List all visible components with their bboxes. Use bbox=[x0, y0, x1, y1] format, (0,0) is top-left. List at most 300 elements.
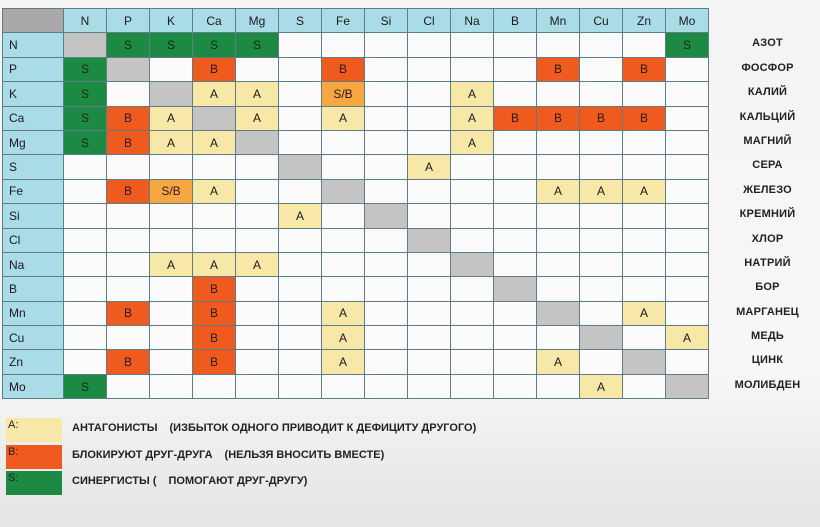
cell-s-mn bbox=[537, 155, 580, 179]
cell-n-cl bbox=[408, 33, 451, 57]
cell-si-mg bbox=[236, 204, 279, 228]
element-name-na: НАТРИЙ bbox=[744, 256, 791, 269]
table-row bbox=[3, 301, 709, 325]
cell-k-na: A bbox=[451, 82, 494, 106]
column-header-mo: Mo bbox=[666, 9, 709, 33]
cell-si-n bbox=[64, 204, 107, 228]
matrix-body bbox=[3, 33, 709, 399]
cell-ca-mo bbox=[666, 106, 709, 130]
cell-fe-zn: A bbox=[623, 179, 666, 203]
row-header-p: P bbox=[3, 57, 64, 81]
cell-fe-mo bbox=[666, 179, 709, 203]
legend-note-s: ПОМОГАЮТ ДРУГ-ДРУГУ) bbox=[168, 475, 308, 487]
cell-ca-cu: B bbox=[580, 106, 623, 130]
legend-note-b: (НЕЛЬЗЯ ВНОСИТЬ ВМЕСТЕ) bbox=[224, 449, 385, 461]
cell-b-cl bbox=[408, 277, 451, 301]
row-header-n: N bbox=[3, 33, 64, 57]
cell-mg-b bbox=[494, 130, 537, 154]
row-header-ca: Ca bbox=[3, 106, 64, 130]
cell-ca-p: B bbox=[107, 106, 150, 130]
cell-n-si bbox=[365, 33, 408, 57]
cell-k-cu bbox=[580, 82, 623, 106]
row-header-mg: Mg bbox=[3, 130, 64, 154]
cell-fe-si bbox=[365, 179, 408, 203]
cell-mn-s bbox=[279, 301, 322, 325]
cell-cl-cu bbox=[580, 228, 623, 252]
cell-fe-cu: A bbox=[580, 179, 623, 203]
cell-cl-b bbox=[494, 228, 537, 252]
cell-si-b bbox=[494, 204, 537, 228]
cell-cu-s bbox=[279, 326, 322, 350]
cell-mo-mo bbox=[666, 374, 709, 398]
cell-b-mo bbox=[666, 277, 709, 301]
column-header-cu: Cu bbox=[580, 9, 623, 33]
cell-b-si bbox=[365, 277, 408, 301]
cell-n-n bbox=[64, 33, 107, 57]
cell-mo-b bbox=[494, 374, 537, 398]
column-header-row bbox=[3, 9, 709, 33]
cell-mn-k bbox=[150, 301, 193, 325]
cell-fe-n bbox=[64, 179, 107, 203]
cell-k-ca: A bbox=[193, 82, 236, 106]
cell-mn-cu bbox=[580, 301, 623, 325]
cell-fe-na bbox=[451, 179, 494, 203]
cell-b-mg bbox=[236, 277, 279, 301]
matrix-corner bbox=[3, 9, 64, 33]
cell-zn-cu bbox=[580, 350, 623, 374]
cell-na-ca: A bbox=[193, 252, 236, 276]
cell-b-p bbox=[107, 277, 150, 301]
element-names-column bbox=[715, 31, 820, 397]
cell-cl-na bbox=[451, 228, 494, 252]
cell-na-zn bbox=[623, 252, 666, 276]
cell-n-mo: S bbox=[666, 33, 709, 57]
cell-si-mn bbox=[537, 204, 580, 228]
cell-mg-n: S bbox=[64, 130, 107, 154]
legend-label-a: АНТАГОНИСТЫ bbox=[72, 422, 158, 434]
cell-cu-k bbox=[150, 326, 193, 350]
column-header-mn: Mn bbox=[537, 9, 580, 33]
cell-p-ca: B bbox=[193, 57, 236, 81]
cell-cu-mn bbox=[537, 326, 580, 350]
cell-mo-cl bbox=[408, 374, 451, 398]
cell-na-cl bbox=[408, 252, 451, 276]
cell-mg-p: B bbox=[107, 130, 150, 154]
cell-b-fe bbox=[322, 277, 365, 301]
element-name-si: КРЕМНИЙ bbox=[739, 208, 796, 221]
element-name-mg: МАГНИЙ bbox=[743, 134, 792, 147]
cell-fe-p: B bbox=[107, 179, 150, 203]
cell-fe-s bbox=[279, 179, 322, 203]
cell-p-s bbox=[279, 57, 322, 81]
cell-na-b bbox=[494, 252, 537, 276]
cell-zn-si bbox=[365, 350, 408, 374]
cell-zn-mg bbox=[236, 350, 279, 374]
element-name-k: КАЛИЙ bbox=[747, 86, 788, 99]
element-name-fe: ЖЕЛЕЗО bbox=[743, 183, 792, 196]
cell-mn-ca: B bbox=[193, 301, 236, 325]
cell-n-k: S bbox=[150, 33, 193, 57]
cell-b-mn bbox=[537, 277, 580, 301]
cell-mn-zn: A bbox=[623, 301, 666, 325]
cell-zn-b bbox=[494, 350, 537, 374]
cell-p-cu bbox=[580, 57, 623, 81]
cell-na-n bbox=[64, 252, 107, 276]
cell-mo-mn bbox=[537, 374, 580, 398]
cell-fe-mg bbox=[236, 179, 279, 203]
cell-cu-cl bbox=[408, 326, 451, 350]
legend-label-b: БЛОКИРУЮТ ДРУГ-ДРУГА bbox=[72, 449, 213, 461]
column-header-p: P bbox=[107, 9, 150, 33]
cell-cu-b bbox=[494, 326, 537, 350]
cell-k-mo bbox=[666, 82, 709, 106]
table-row bbox=[3, 33, 709, 57]
cell-zn-na bbox=[451, 350, 494, 374]
cell-n-cu bbox=[580, 33, 623, 57]
cell-p-p bbox=[107, 57, 150, 81]
cell-si-cl bbox=[408, 204, 451, 228]
cell-b-cu bbox=[580, 277, 623, 301]
cell-cl-cl bbox=[408, 228, 451, 252]
cell-p-b bbox=[494, 57, 537, 81]
cell-cl-s bbox=[279, 228, 322, 252]
cell-si-k bbox=[150, 204, 193, 228]
cell-zn-s bbox=[279, 350, 322, 374]
element-name-zn: ЦИНК bbox=[751, 354, 784, 367]
element-name-mn: МАРГАНЕЦ bbox=[736, 305, 799, 318]
cell-mg-mg bbox=[236, 130, 279, 154]
element-name-p: ФОСФОР bbox=[741, 61, 794, 74]
cell-cu-si bbox=[365, 326, 408, 350]
cell-si-na bbox=[451, 204, 494, 228]
cell-zn-mn: A bbox=[537, 350, 580, 374]
cell-b-zn bbox=[623, 277, 666, 301]
cell-si-mo bbox=[666, 204, 709, 228]
cell-ca-mg: A bbox=[236, 106, 279, 130]
column-header-fe: Fe bbox=[322, 9, 365, 33]
cell-k-b bbox=[494, 82, 537, 106]
cell-mn-si bbox=[365, 301, 408, 325]
row-header-b: B bbox=[3, 277, 64, 301]
cell-si-si bbox=[365, 204, 408, 228]
row-header-fe: Fe bbox=[3, 179, 64, 203]
cell-cl-ca bbox=[193, 228, 236, 252]
cell-s-s bbox=[279, 155, 322, 179]
cell-s-ca bbox=[193, 155, 236, 179]
cell-cl-fe bbox=[322, 228, 365, 252]
cell-mo-k bbox=[150, 374, 193, 398]
cell-b-k bbox=[150, 277, 193, 301]
legend-text-s bbox=[72, 475, 307, 487]
cell-zn-cl bbox=[408, 350, 451, 374]
row-header-mo: Mo bbox=[3, 374, 64, 398]
legend-label-s: СИНЕРГИСТЫ ( bbox=[72, 475, 157, 487]
cell-cu-cu bbox=[580, 326, 623, 350]
cell-si-p bbox=[107, 204, 150, 228]
table-row bbox=[3, 228, 709, 252]
cell-si-fe bbox=[322, 204, 365, 228]
cell-mn-n bbox=[64, 301, 107, 325]
cell-na-si bbox=[365, 252, 408, 276]
cell-cu-zn bbox=[623, 326, 666, 350]
cell-s-zn bbox=[623, 155, 666, 179]
cell-b-n bbox=[64, 277, 107, 301]
row-header-k: K bbox=[3, 82, 64, 106]
cell-mg-cu bbox=[580, 130, 623, 154]
cell-ca-mn: B bbox=[537, 106, 580, 130]
column-header-na: Na bbox=[451, 9, 494, 33]
cell-mo-si bbox=[365, 374, 408, 398]
cell-mo-fe bbox=[322, 374, 365, 398]
cell-si-zn bbox=[623, 204, 666, 228]
cell-cl-zn bbox=[623, 228, 666, 252]
cell-k-fe: S/B bbox=[322, 82, 365, 106]
cell-mn-na bbox=[451, 301, 494, 325]
cell-mo-n: S bbox=[64, 374, 107, 398]
column-header-ca: Ca bbox=[193, 9, 236, 33]
cell-mo-cu: A bbox=[580, 374, 623, 398]
column-header-s: S bbox=[279, 9, 322, 33]
cell-mg-mo bbox=[666, 130, 709, 154]
cell-p-fe: B bbox=[322, 57, 365, 81]
cell-n-b bbox=[494, 33, 537, 57]
legend-swatch-a: A: bbox=[6, 418, 62, 442]
table-row bbox=[3, 204, 709, 228]
cell-na-mn bbox=[537, 252, 580, 276]
cell-cu-mg bbox=[236, 326, 279, 350]
cell-n-na bbox=[451, 33, 494, 57]
element-name-cu: МЕДЬ bbox=[750, 330, 785, 343]
cell-si-cu bbox=[580, 204, 623, 228]
cell-mg-mn bbox=[537, 130, 580, 154]
cell-n-ca: S bbox=[193, 33, 236, 57]
legend-swatch-s: S: bbox=[6, 471, 62, 495]
cell-ca-s bbox=[279, 106, 322, 130]
row-header-mn: Mn bbox=[3, 301, 64, 325]
cell-fe-k: S/B bbox=[150, 179, 193, 203]
column-header-b: B bbox=[494, 9, 537, 33]
cell-mo-zn bbox=[623, 374, 666, 398]
cell-ca-b: B bbox=[494, 106, 537, 130]
cell-na-cu bbox=[580, 252, 623, 276]
cell-fe-mn: A bbox=[537, 179, 580, 203]
cell-mo-na bbox=[451, 374, 494, 398]
table-row bbox=[3, 252, 709, 276]
column-header-si: Si bbox=[365, 9, 408, 33]
cell-p-cl bbox=[408, 57, 451, 81]
cell-fe-ca: A bbox=[193, 179, 236, 203]
table-row bbox=[3, 57, 709, 81]
cell-na-s bbox=[279, 252, 322, 276]
cell-cl-n bbox=[64, 228, 107, 252]
cell-ca-cl bbox=[408, 106, 451, 130]
row-header-cu: Cu bbox=[3, 326, 64, 350]
table-row bbox=[3, 374, 709, 398]
column-header-zn: Zn bbox=[623, 9, 666, 33]
cell-s-b bbox=[494, 155, 537, 179]
cell-cl-k bbox=[150, 228, 193, 252]
cell-k-n: S bbox=[64, 82, 107, 106]
row-header-s: S bbox=[3, 155, 64, 179]
cell-b-na bbox=[451, 277, 494, 301]
cell-zn-fe: A bbox=[322, 350, 365, 374]
table-row bbox=[3, 155, 709, 179]
table-row bbox=[3, 326, 709, 350]
cell-cl-mn bbox=[537, 228, 580, 252]
cell-zn-mo bbox=[666, 350, 709, 374]
cell-s-cl: A bbox=[408, 155, 451, 179]
legend-text-b bbox=[72, 449, 384, 461]
cell-b-ca: B bbox=[193, 277, 236, 301]
cell-mg-si bbox=[365, 130, 408, 154]
cell-cl-si bbox=[365, 228, 408, 252]
cell-mn-cl bbox=[408, 301, 451, 325]
cell-ca-k: A bbox=[150, 106, 193, 130]
cell-mg-ca: A bbox=[193, 130, 236, 154]
cell-si-s: A bbox=[279, 204, 322, 228]
cell-n-p: S bbox=[107, 33, 150, 57]
cell-k-k bbox=[150, 82, 193, 106]
row-header-cl: Cl bbox=[3, 228, 64, 252]
cell-ca-fe: A bbox=[322, 106, 365, 130]
cell-zn-p: B bbox=[107, 350, 150, 374]
cell-cl-p bbox=[107, 228, 150, 252]
cell-s-n bbox=[64, 155, 107, 179]
cell-mn-mo bbox=[666, 301, 709, 325]
table-row bbox=[3, 130, 709, 154]
cell-zn-k bbox=[150, 350, 193, 374]
cell-cu-n bbox=[64, 326, 107, 350]
element-name-cl: ХЛОР bbox=[751, 232, 784, 245]
cell-cu-ca: B bbox=[193, 326, 236, 350]
element-name-s: СЕРА bbox=[752, 159, 783, 172]
cell-k-zn bbox=[623, 82, 666, 106]
column-header-cl: Cl bbox=[408, 9, 451, 33]
table-row bbox=[3, 106, 709, 130]
cell-mn-b bbox=[494, 301, 537, 325]
cell-s-mo bbox=[666, 155, 709, 179]
element-name-b: БОР bbox=[755, 281, 780, 294]
cell-n-s bbox=[279, 33, 322, 57]
column-header-k: K bbox=[150, 9, 193, 33]
table-row bbox=[3, 350, 709, 374]
cell-k-mg: A bbox=[236, 82, 279, 106]
cell-n-zn bbox=[623, 33, 666, 57]
legend-text-a bbox=[72, 422, 476, 434]
cell-zn-ca: B bbox=[193, 350, 236, 374]
cell-s-fe bbox=[322, 155, 365, 179]
cell-fe-b bbox=[494, 179, 537, 203]
element-name-mo: МОЛИБДЕН bbox=[734, 378, 801, 391]
cell-mg-na: A bbox=[451, 130, 494, 154]
cell-p-zn: B bbox=[623, 57, 666, 81]
cell-mn-mg bbox=[236, 301, 279, 325]
cell-cu-mo: A bbox=[666, 326, 709, 350]
cell-mg-zn bbox=[623, 130, 666, 154]
cell-cl-mg bbox=[236, 228, 279, 252]
cell-mo-mg bbox=[236, 374, 279, 398]
cell-n-mn bbox=[537, 33, 580, 57]
cell-fe-cl bbox=[408, 179, 451, 203]
column-header-mg: Mg bbox=[236, 9, 279, 33]
cell-ca-zn: B bbox=[623, 106, 666, 130]
row-header-zn: Zn bbox=[3, 350, 64, 374]
cell-cu-fe: A bbox=[322, 326, 365, 350]
cell-s-na bbox=[451, 155, 494, 179]
cell-s-cu bbox=[580, 155, 623, 179]
cell-mg-k: A bbox=[150, 130, 193, 154]
cell-zn-zn bbox=[623, 350, 666, 374]
row-header-na: Na bbox=[3, 252, 64, 276]
cell-k-mn bbox=[537, 82, 580, 106]
column-header-n: N bbox=[64, 9, 107, 33]
cell-mn-fe: A bbox=[322, 301, 365, 325]
cell-mo-p bbox=[107, 374, 150, 398]
cell-na-na bbox=[451, 252, 494, 276]
cell-mo-ca bbox=[193, 374, 236, 398]
cell-p-na bbox=[451, 57, 494, 81]
cell-ca-ca bbox=[193, 106, 236, 130]
cell-cu-na bbox=[451, 326, 494, 350]
cell-mg-s bbox=[279, 130, 322, 154]
legend-swatch-b: B: bbox=[6, 445, 62, 469]
cell-zn-n bbox=[64, 350, 107, 374]
cell-ca-na: A bbox=[451, 106, 494, 130]
cell-cu-p bbox=[107, 326, 150, 350]
cell-p-k bbox=[150, 57, 193, 81]
cell-k-cl bbox=[408, 82, 451, 106]
cell-cl-mo bbox=[666, 228, 709, 252]
cell-p-mo bbox=[666, 57, 709, 81]
legend-note-a: (ИЗБЫТОК ОДНОГО ПРИВОДИТ К ДЕФИЦИТУ ДРУГОГО) bbox=[169, 422, 477, 434]
cell-si-ca bbox=[193, 204, 236, 228]
row-header-si: Si bbox=[3, 204, 64, 228]
cell-na-k: A bbox=[150, 252, 193, 276]
cell-s-si bbox=[365, 155, 408, 179]
cell-fe-fe bbox=[322, 179, 365, 203]
cell-p-n: S bbox=[64, 57, 107, 81]
cell-p-mg bbox=[236, 57, 279, 81]
cell-n-fe bbox=[322, 33, 365, 57]
cell-na-mg: A bbox=[236, 252, 279, 276]
cell-ca-n: S bbox=[64, 106, 107, 130]
table-row bbox=[3, 179, 709, 203]
cell-n-mg: S bbox=[236, 33, 279, 57]
cell-na-p bbox=[107, 252, 150, 276]
cell-s-k bbox=[150, 155, 193, 179]
cell-k-si bbox=[365, 82, 408, 106]
cell-b-b bbox=[494, 277, 537, 301]
cell-p-mn: B bbox=[537, 57, 580, 81]
cell-p-si bbox=[365, 57, 408, 81]
interaction-matrix bbox=[2, 8, 709, 399]
cell-s-p bbox=[107, 155, 150, 179]
cell-na-fe bbox=[322, 252, 365, 276]
table-row bbox=[3, 277, 709, 301]
cell-ca-si bbox=[365, 106, 408, 130]
element-name-ca: КАЛЬЦИЙ bbox=[739, 110, 796, 123]
cell-na-mo bbox=[666, 252, 709, 276]
cell-mg-fe bbox=[322, 130, 365, 154]
cell-s-mg bbox=[236, 155, 279, 179]
element-name-n: АЗОТ bbox=[752, 37, 783, 50]
table-row bbox=[3, 82, 709, 106]
cell-b-s bbox=[279, 277, 322, 301]
cell-mn-mn bbox=[537, 301, 580, 325]
cell-k-p bbox=[107, 82, 150, 106]
cell-mo-s bbox=[279, 374, 322, 398]
cell-mg-cl bbox=[408, 130, 451, 154]
